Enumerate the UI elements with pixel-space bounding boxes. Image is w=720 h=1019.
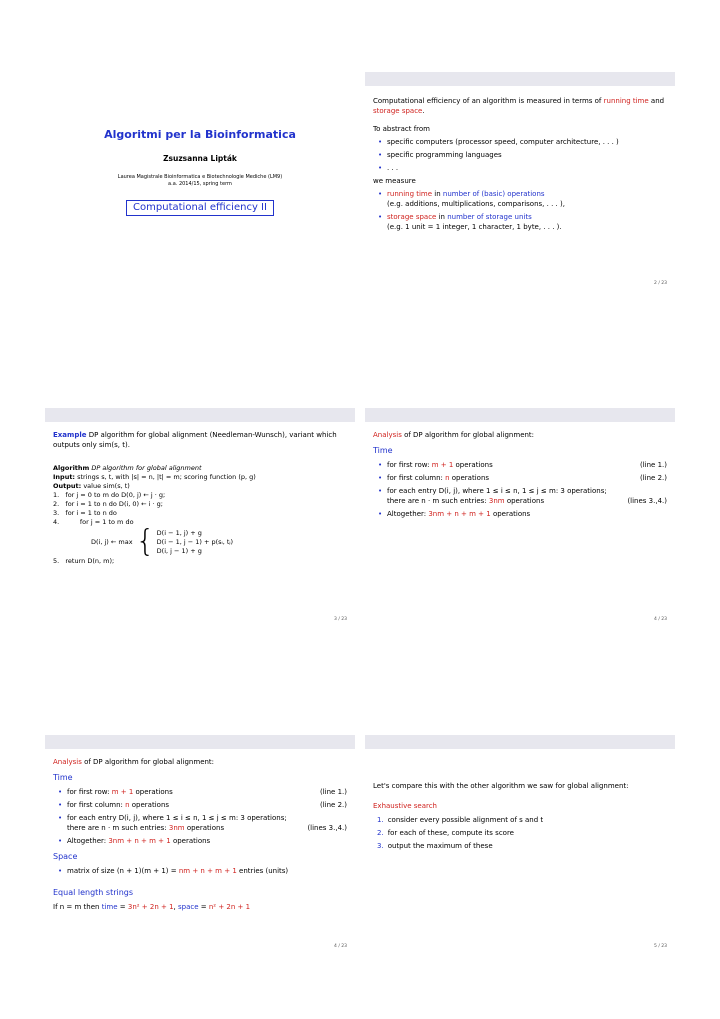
list-item: • . . . [387,163,667,173]
title-content [53,94,347,216]
algo-line-2: 2. for i = 1 to n do D(i, 0) ← i · g; [53,500,163,508]
slide-header-bar [45,735,355,749]
slide-content [373,94,667,235]
institution: Laurea Magistrale Bioinformatica e Biotechnologie Mediche (LM9) a.a. 2014/15, spring term [117,174,283,187]
course-title: Algoritmi per la Bioinformatica [104,128,296,141]
steps-list: 1. consider every possible alignment of s and t 2. for each of these, compute its score 3. output the maximum of these [377,816,544,850]
abstract-list [373,137,667,173]
slide-header-bar [45,408,355,422]
algo-line-3: 3. for i = 1 to n do [53,509,117,517]
measure-list [373,189,667,232]
time-list: • for first row: m + 1 operations (line 1.) • for first column: n operations (line 2.) • for each entry D(i, j), where 1 ≤ i ≤ n, 1 ≤ j ≤ m: 3 operations; there are n · m such entries: 3nm operations (lines 3.,4.) • Altogether: 3nm + n + m + 1 operations [373,460,667,519]
slide-3 [45,408,355,628]
page-number: 2 / 23 [654,281,667,286]
slide-header-bar [365,735,675,749]
author-name: Zsuzsanna Lipták [163,154,237,163]
recurrence: D(i, j) ← max { D(i − 1, j) + g D(i − 1, j − 1) + p(sᵢ, tⱼ) D(i, j − 1) + g [91,524,234,559]
list-item: • specific computers (processor speed, computer architecture, . . . ) [387,137,667,147]
time-heading: Time [373,446,393,455]
time-heading: Time [53,773,73,782]
slide-2 [365,72,675,292]
slide-4 [365,408,675,628]
brace-icon: { [135,524,155,559]
space-heading: Space [53,852,78,861]
space-list: • matrix of size (n + 1)(m + 1) = nm + n + m + 1 entries (units) [53,866,347,876]
slide-6 [365,735,675,955]
slide-header-bar [365,72,675,86]
analysis-heading: Analysis of DP algorithm for global alignment: [373,431,535,439]
measure-label: we measure [373,177,416,185]
algo-line-4: 4. for j = 1 to m do [53,518,134,526]
slide-content [373,781,667,854]
algo-line-5: 5. return D(n, m); [53,557,115,565]
page-number: 4 / 23 [654,617,667,622]
page-number: 3 / 23 [334,617,347,622]
abstract-label: To abstract from [373,125,430,133]
slide-5 [45,735,355,955]
example-paragraph: Example DP algorithm for global alignment (Needleman-Wunsch), variant which outputs only sim(s, t). [53,431,337,449]
slide-content [53,430,347,566]
analysis-heading: Analysis of DP algorithm for global alignment: [53,758,215,766]
equal-text: If n = m then time = 3n² + 2n + 1, space = n² + 2n + 1 [53,903,251,911]
slide-content [373,430,667,522]
equal-heading: Equal length strings [53,888,134,897]
list-item: • specific programming languages [387,150,667,160]
intro-paragraph: Computational efficiency of an algorithm is measured in terms of running time and storage space. [373,97,665,115]
list-item: • storage space in number of storage units (e.g. 1 unit = 1 integer, 1 character, 1 byte, . . . ). [387,212,667,232]
time-list: • for first row: m + 1 operations (line 1.) • for first column: n operations (line 2.) • for each entry D(i, j), where 1 ≤ i ≤ n, 1 ≤ j ≤ m: 3 operations; there are n · m such entries: 3nm operations (lines 3.,4.) • Altogether: 3nm + n + m + 1 operations [53,787,347,846]
intro-paragraph: Let's compare this with the other algorithm we saw for global alignment: [373,782,629,790]
algorithm-block: Algorithm DP algorithm for global alignment Input: strings s, t, with |s| = n, |t| = m; scoring function (p, g) Output: value sim(s, t) 1. for j = 0 to m do D(0, j) ← j · g; 2. for i = 1 to n do D(i, 0) ← i · g; 3. for i = 1 to n do 4. for j = 1 to m do D(i, j) ← max { D(i − 1, j) + g D(i − 1, j − 1) + p(sᵢ, tⱼ) D(i, j − 1) + g 5. return D(n, m); [53,464,347,566]
lecture-subtitle: Computational efficiency II [126,200,274,216]
exhaustive-heading: Exhaustive search [373,802,437,810]
page-number: 4 / 23 [334,944,347,949]
list-item: • running time in number of (basic) operations (e.g. additions, multiplications, comparisons, . . . ), [387,189,667,209]
slide-1 [45,72,355,292]
slide-content [53,757,347,912]
slide-header-bar [365,408,675,422]
page-number: 5 / 23 [654,944,667,949]
algo-line-1: 1. for j = 0 to m do D(0, j) ← j · g; [53,491,166,499]
